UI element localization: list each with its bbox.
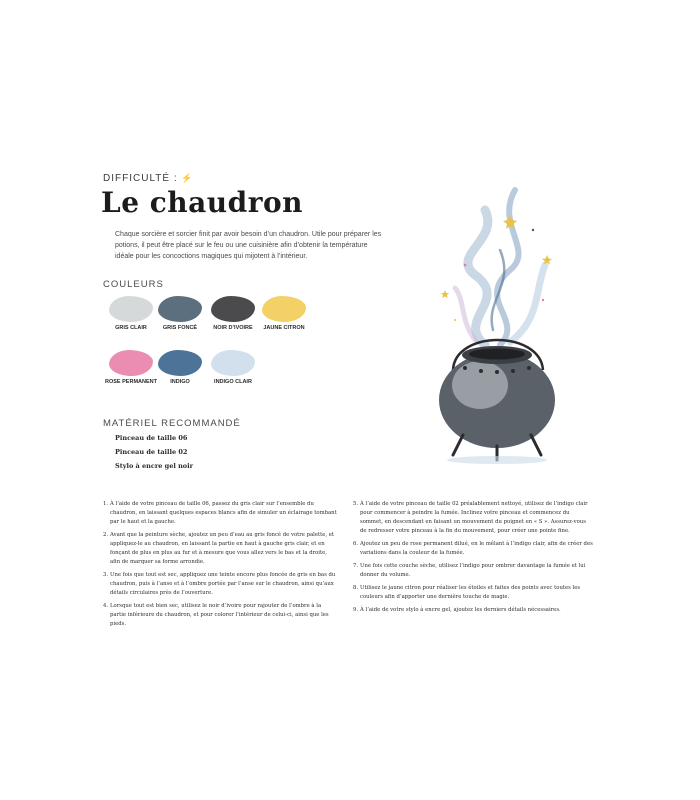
swatch-label: ROSE PERMANENT bbox=[105, 379, 157, 385]
step-item bbox=[353, 606, 593, 615]
step-text: Une fois cette couche sèche, utilisez l’indigo pour ombrer davantage la fumée et lui donner du volume. bbox=[360, 563, 586, 578]
color-swatch bbox=[152, 350, 208, 386]
step-text: Une fois que tout est sec, appliquez une teinte encore plus foncée de gris en bas du chaudron, puis à l’anse et à l’ombre portée par l’anse sur le chaudron, ainsi qu’aux détails circulaires près de l’ouverture. bbox=[110, 572, 336, 596]
materials-heading: MATÉRIEL RECOMMANDÉ bbox=[103, 418, 241, 429]
lightning-bolt-icon: ⚡ bbox=[181, 173, 194, 183]
paint-blob-icon bbox=[158, 296, 202, 322]
color-swatch bbox=[205, 350, 261, 386]
step-item bbox=[103, 531, 338, 567]
step-number: 3. bbox=[103, 572, 109, 578]
step-number: 6. bbox=[353, 541, 359, 547]
color-swatch bbox=[103, 296, 159, 332]
page-title: Le chaudron bbox=[101, 186, 304, 219]
swatch-label: INDIGO bbox=[170, 379, 190, 385]
difficulty-line bbox=[103, 173, 194, 184]
step-text: Avant que la peinture sèche, ajoutez un peu d’eau au gris foncé de votre palette, et appliquez-le au chaudron, en laissant la partie en haut à gauche gris clair, et en fonçant de plus en plus au fur et à mesure que vous allez vers le bas et la droite, afin de marquer sa forme arrondie. bbox=[110, 532, 335, 565]
step-number: 8. bbox=[353, 585, 359, 591]
intro-paragraph: Chaque sorcière et sorcier finit par avoir besoin d’un chaudron. Utile pour préparer les potions, il peut être placé sur le feu ou une cuisinière afin d’obtenir la température idéale pour les concoctions magiques qui mijotent à l’intérieur. bbox=[115, 231, 382, 260]
step-text: À l’aide de votre stylo à encre gel, ajoutez les derniers détails nécessaires. bbox=[360, 607, 561, 613]
steps-right-column bbox=[353, 500, 593, 619]
cauldron-illustration bbox=[415, 170, 580, 470]
step-item bbox=[103, 571, 338, 598]
step-item bbox=[353, 562, 593, 580]
color-swatch bbox=[205, 296, 261, 332]
paint-blob-icon bbox=[109, 296, 153, 322]
step-text: Ajoutez un peu de rose permanent dilué, en le mêlant à l’indigo clair, afin de créer des variations dans la couleur de la fumée. bbox=[360, 541, 593, 556]
paint-blob-icon bbox=[158, 350, 202, 376]
step-item bbox=[103, 602, 338, 629]
step-item bbox=[353, 500, 593, 536]
steps-left-column bbox=[103, 500, 338, 633]
step-item bbox=[353, 584, 593, 602]
step-number: 9. bbox=[353, 607, 359, 613]
paint-blob-icon bbox=[109, 350, 153, 376]
swatch-label: GRIS CLAIR bbox=[115, 325, 147, 331]
swatch-label: INDIGO CLAIR bbox=[214, 379, 252, 385]
step-number: 5. bbox=[353, 501, 359, 507]
paint-blob-icon bbox=[211, 350, 255, 376]
paint-blob-icon bbox=[211, 296, 255, 322]
step-number: 4. bbox=[103, 603, 109, 609]
step-number: 7. bbox=[353, 563, 359, 569]
step-text: À l’aide de votre pinceau de taille 02 préalablement nettoyé, utilisez de l’indigo clair pour commencer à peindre la fumée. Inclinez votre pinceau et commencez du sommet, en descendant en faisant un mouvement du poignet en « S ». Assurez-vous de redresser votre pinceau à la fin du mouvement, pour créer une pointe fine. bbox=[360, 501, 588, 534]
step-number: 2. bbox=[103, 532, 109, 538]
swatch-label: JAUNE CITRON bbox=[263, 325, 305, 331]
difficulty-label: DIFFICULTÉ : bbox=[103, 173, 178, 184]
materials-list bbox=[115, 431, 193, 473]
material-item: Stylo à encre gel noir bbox=[115, 462, 194, 470]
smoke-icon bbox=[455, 190, 545, 345]
paint-blob-icon bbox=[262, 296, 306, 322]
color-swatch bbox=[103, 350, 159, 386]
material-item: Pinceau de taille 02 bbox=[115, 448, 188, 456]
step-text: Utilisez le jaune citron pour réaliser les étoiles et faites des points avec toutes les couleurs afin d’apporter une dernière touche de magie. bbox=[360, 585, 581, 600]
step-text: Lorsque tout est bien sec, utilisez le noir d’ivoire pour rajouter de l’ombre à la partie inférieure du chaudron, et pour colorer l’intérieur de celui-ci, ainsi que les pieds. bbox=[110, 603, 329, 627]
color-swatch bbox=[256, 296, 312, 332]
step-item bbox=[103, 500, 338, 527]
material-item: Pinceau de taille 06 bbox=[115, 434, 188, 442]
colors-heading: COULEURS bbox=[103, 279, 164, 290]
step-item bbox=[353, 540, 593, 558]
step-number: 1. bbox=[103, 501, 109, 507]
swatch-label: NOIR D’IVOIRE bbox=[213, 325, 253, 331]
color-swatch bbox=[152, 296, 208, 332]
step-text: À l’aide de votre pinceau de taille 06, passez du gris clair sur l’ensemble du chaudron, en laissant quelques espaces blancs afin de simuler un éclairage tombant par le haut et la gauche. bbox=[110, 501, 337, 525]
swatch-label: GRIS FONCÉ bbox=[162, 325, 198, 331]
